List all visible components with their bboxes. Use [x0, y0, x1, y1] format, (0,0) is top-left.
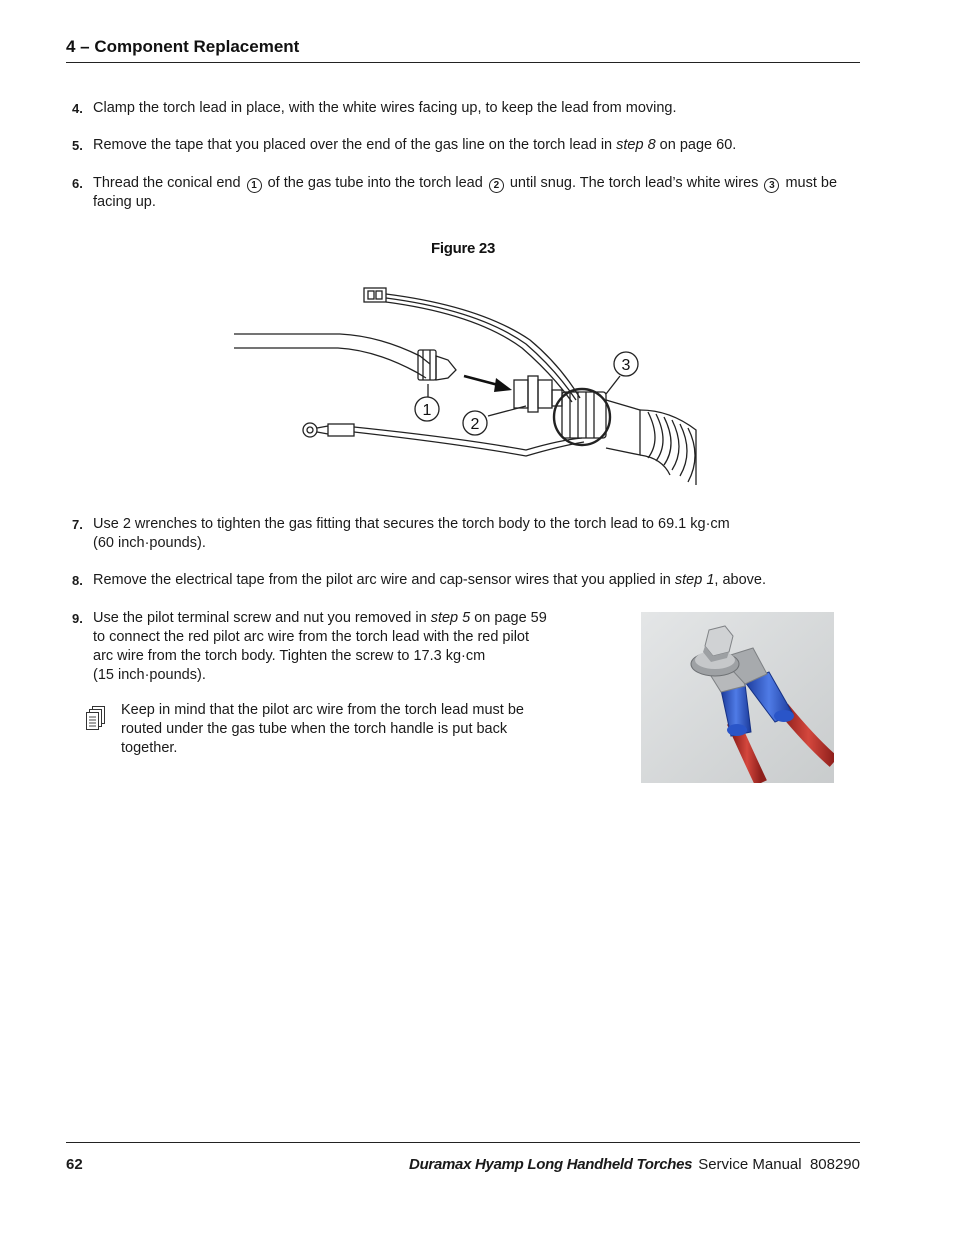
step-number: 4. — [72, 101, 83, 116]
step-reference: step 8 — [616, 137, 656, 153]
pilot-wire-terminal-photo — [641, 612, 834, 783]
figure-callout-2 — [463, 411, 487, 435]
document-number: 808290 — [809, 1156, 860, 1173]
svg-text:3: 3 — [621, 357, 631, 374]
step-number: 8. — [72, 573, 83, 588]
note-text: Keep in mind that the pilot arc wire from the torch lead must be routed under the gas tube when the torch handle is put back together. — [121, 702, 524, 756]
step-reference: step 5 — [430, 610, 471, 626]
step-number: 7. — [72, 517, 83, 532]
footer-title — [409, 1156, 860, 1173]
manual-type: Service Manual — [698, 1156, 802, 1173]
svg-text:1: 1 — [422, 402, 432, 419]
step-text: Use 2 wrenches to tighten the gas fitting that secures the torch body to the torch lead to 69.1 kg·cm (60 inch·pounds). — [93, 516, 730, 551]
figure-caption: Figure 23 — [431, 240, 495, 257]
step-text: Remove the electrical tape from the pilot arc wire and cap-sensor wires that you applied in step 1, above. — [93, 572, 766, 588]
step-text: Remove the tape that you placed over the end of the gas line on the torch lead in step 8 on page 60. — [93, 137, 737, 153]
header-rule — [66, 62, 860, 63]
page-number: 62 — [66, 1156, 83, 1173]
callout-1-inline: 1 — [247, 178, 262, 193]
step-text: Clamp the torch lead in place, with the white wires facing up, to keep the lead from moving. — [93, 100, 677, 116]
product-name: Duramax Hyamp Long Handheld Torches — [409, 1156, 693, 1173]
step-text: Thread the conical end 1 of the gas tube into the torch lead 2 until snug. The torch lead’s white wires 3 must be facing up. — [93, 175, 838, 210]
note-pages-icon — [86, 706, 106, 730]
step-number: 5. — [72, 138, 83, 153]
callout-2-inline: 2 — [489, 178, 504, 193]
step-reference: step 1 — [674, 572, 715, 588]
figure-callout-3 — [614, 352, 638, 376]
svg-text:2: 2 — [470, 416, 480, 433]
section-header: 4 – Component Replacement — [66, 37, 300, 56]
figure-callout-1 — [415, 397, 439, 421]
step-number: 6. — [72, 176, 83, 191]
figure-23-diagram — [230, 280, 710, 490]
callout-3-inline: 3 — [764, 178, 779, 193]
footer-rule — [66, 1142, 860, 1143]
step-number: 9. — [72, 611, 83, 626]
step-text: Use the pilot terminal screw and nut you removed in step 5 on page 59 to connect the red pilot arc wire from the torch lead with the red pilot arc wire from the torch body. Tighten the screw to 17.3 kg·cm (15 inch·pounds). — [93, 610, 547, 683]
